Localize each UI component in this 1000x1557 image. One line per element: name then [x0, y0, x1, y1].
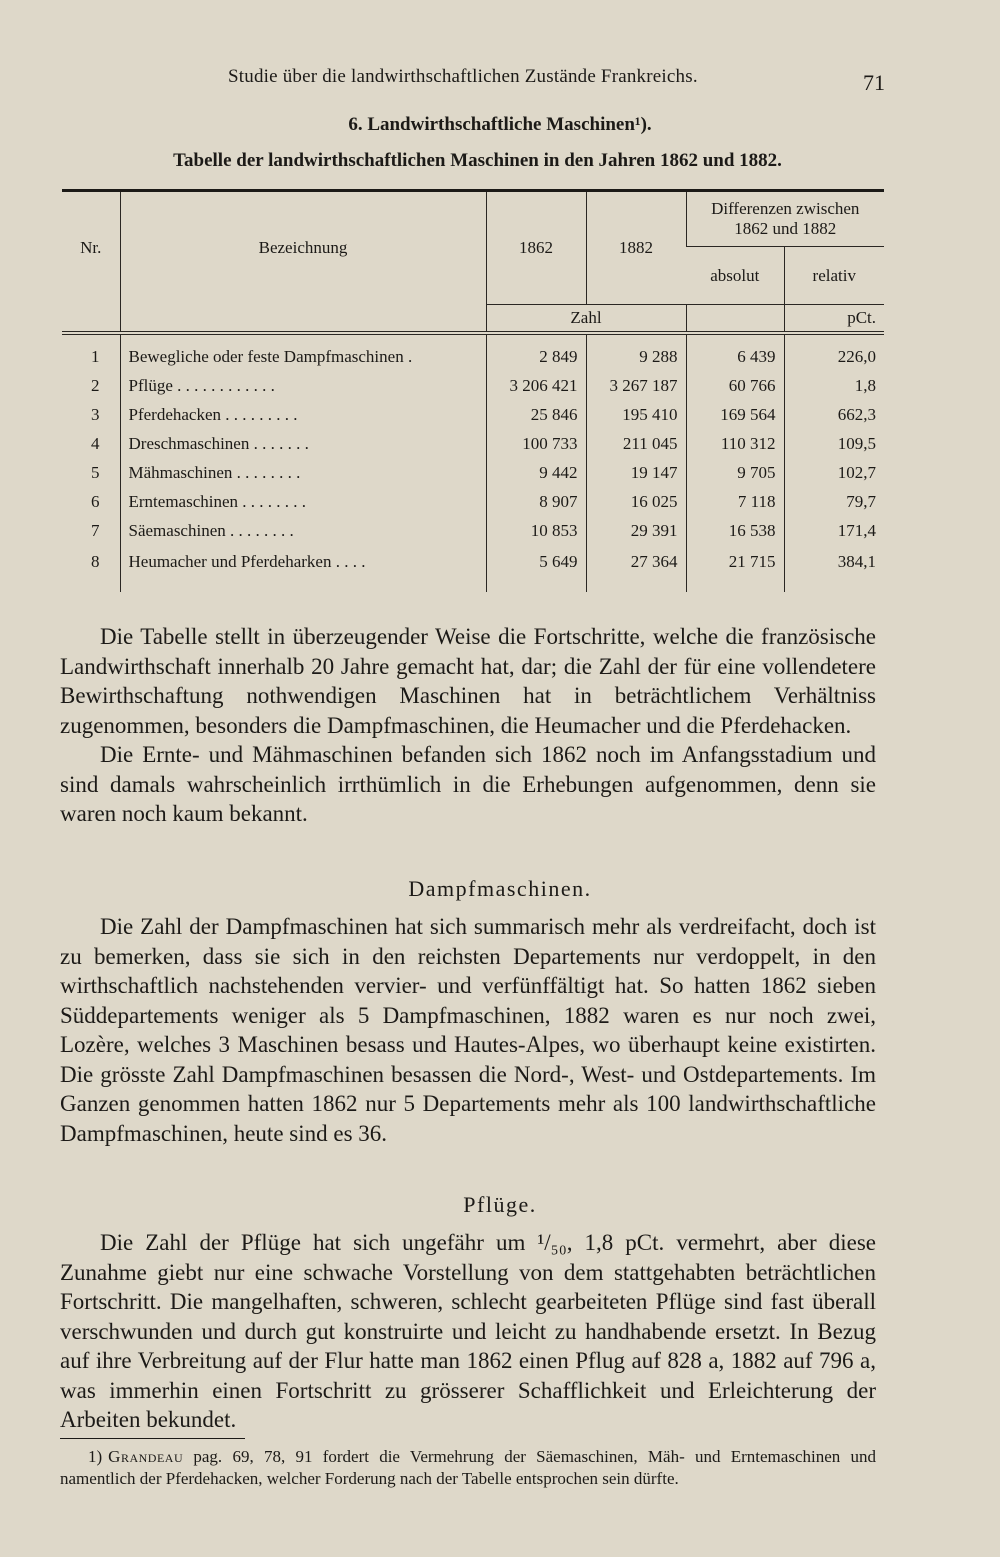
row-diff-relativ: 102,7 — [784, 459, 884, 488]
row-diff-absolut: 60 766 — [686, 372, 784, 401]
footnote-author: Grandeau — [108, 1447, 184, 1466]
row-diff-absolut: 9 705 — [686, 459, 784, 488]
row-bezeichnung: Mähmaschinen . . . . . . . . — [120, 459, 486, 488]
row-bezeichnung: Erntemaschinen . . . . . . . . — [120, 488, 486, 517]
row-diff-absolut: 110 312 — [686, 430, 784, 459]
row-value-1882: 27 364 — [586, 546, 686, 592]
row-diff-relativ: 171,4 — [784, 517, 884, 546]
row-bezeichnung: Pflüge . . . . . . . . . . . . — [120, 372, 486, 401]
row-value-1882: 29 391 — [586, 517, 686, 546]
row-diff-relativ: 226,0 — [784, 333, 884, 372]
header-1882: 1882 — [586, 191, 686, 305]
running-title: Studie über die landwirthschaftlichen Zustände Frankreichs. — [228, 66, 698, 87]
row-nr: 7 — [91, 521, 100, 540]
table-row — [62, 488, 884, 517]
table-row — [62, 546, 884, 592]
row-diff-absolut: 16 538 — [686, 517, 784, 546]
row-value-1862: 10 853 — [486, 517, 586, 546]
footnote-rule — [60, 1438, 245, 1439]
row-bezeichnung: Bewegliche oder feste Dampfmaschinen . — [120, 333, 486, 372]
footnote — [60, 1446, 876, 1490]
machines-table-container — [62, 189, 884, 601]
row-diff-absolut: 21 715 — [686, 546, 784, 592]
header-differenzen: Differenzen zwischen 1862 und 1882 — [686, 191, 884, 247]
header-relativ: relativ — [784, 247, 884, 305]
row-nr: 8 — [91, 551, 100, 571]
row-diff-relativ: 1,8 — [784, 372, 884, 401]
row-diff-relativ: 109,5 — [784, 430, 884, 459]
row-value-1862: 9 442 — [486, 459, 586, 488]
row-nr: 6 — [91, 492, 100, 511]
header-absolut: absolut — [686, 247, 784, 305]
page-number: 71 — [863, 70, 885, 95]
row-diff-relativ: 79,7 — [784, 488, 884, 517]
table-row — [62, 430, 884, 459]
row-value-1882: 19 147 — [586, 459, 686, 488]
row-value-1882: 3 267 187 — [586, 372, 686, 401]
row-bezeichnung: Heumacher und Pferdeharken . . . . — [120, 546, 486, 592]
row-value-1862: 100 733 — [486, 430, 586, 459]
row-nr: 4 — [91, 434, 100, 453]
row-nr: 2 — [91, 376, 100, 395]
row-bezeichnung: Säemaschinen . . . . . . . . — [120, 517, 486, 546]
table-row — [62, 459, 884, 488]
running-header — [0, 62, 1000, 95]
paragraph-pfluege: Die Zahl der Pflüge hat sich ungefähr um ¹/₅₀, 1,8 pCt. vermehrt, aber diese Zunahme giebt nur eine schwache Vorstellung von dem stattgehabten beträchtlichen Fortschritt. Die mangelhaften, schweren, schlecht gearbeiteten Pflüge sind fast überall verschwunden und durch gut konstruirte und leicht zu handhabende ersetzt. In Bezug auf ihre Verbreitung auf der Flur hatte man 1862 einen Pflug auf 828 a, 1882 auf 796 a, was immerhin einen Fortschritt zu grösserer Schafflichkeit und Erleichterung der Arbeiten bekundet. — [60, 1230, 876, 1432]
row-value-1862: 3 206 421 — [486, 372, 586, 401]
header-bezeichnung: Bezeichnung — [120, 191, 486, 305]
row-diff-relativ: 662,3 — [784, 401, 884, 430]
section-title: 6. Landwirthschaftliche Maschinen¹). — [348, 114, 652, 135]
row-diff-absolut: 6 439 — [686, 333, 784, 372]
header-pct: pCt. — [784, 305, 884, 333]
row-nr: 1 — [91, 347, 100, 366]
row-value-1862: 25 846 — [486, 401, 586, 430]
paragraph-dampfmaschinen: Die Zahl der Dampfmaschinen hat sich summarisch mehr als verdreifacht, doch ist zu bemerken, dass sie sich in den reichsten Departements nur verdoppelt, in den wirthschaftlich nachstehenden vervier- und verfünffältigt hat. So hatten 1862 sieben Süddepartements weniger als 5 Dampfmaschinen, 1882 waren es nur noch zwei, Lozère, welches 3 Maschinen besass und Hautes-Alpes, wo überhaupt keine existirten. Die grösste Zahl Dampfmaschinen besassen die Nord-, West- und Ostdepartements. Im Ganzen genommen hatten 1862 nur 5 Departements mehr als 100 landwirthschaftliche Dampfmaschinen, heute sind es 36. — [60, 914, 876, 1146]
row-bezeichnung: Dreschmaschinen . . . . . . . — [120, 430, 486, 459]
table-row — [62, 401, 884, 430]
header-nr: Nr. — [80, 238, 102, 258]
paragraph-ernte: Die Ernte- und Mähmaschinen befanden sich 1862 noch im Anfangsstadium und sind damals wahrscheinlich irrthümlich in die Erhebungen aufgenommen, denn sie waren noch kaum bekannt. — [60, 742, 876, 826]
footnote-mark: 1) — [88, 1447, 103, 1466]
table-row — [62, 333, 884, 372]
row-diff-relativ: 384,1 — [784, 546, 884, 592]
row-value-1862: 8 907 — [486, 488, 586, 517]
paragraph-tabelle: Die Tabelle stellt in überzeugender Weise die Fortschritte, welche die französische Landwirthschaft innerhalb 20 Jahre gemacht hat, dar; die Zahl der für eine vollendetere Bewirthschaftung nothwendigen Maschinen hat in beträchtlichem Verhältniss zugenommen, besonders die Dampfmaschinen, die Heumacher und die Pferdehacken. — [60, 624, 876, 738]
heading-dampfmaschinen: Dampfmaschinen. — [408, 876, 592, 901]
header-1862: 1862 — [486, 191, 586, 305]
row-bezeichnung: Pferdehacken . . . . . . . . . — [120, 401, 486, 430]
table-row — [62, 372, 884, 401]
row-value-1882: 195 410 — [586, 401, 686, 430]
paragraph-block-1 — [60, 622, 876, 829]
row-value-1882: 9 288 — [586, 333, 686, 372]
table-row — [62, 517, 884, 546]
footnote-text: pag. 69, 78, 91 fordert die Vermehrung der Säemaschinen, Mäh- und Erntemaschinen und namentlich der Pferdehacken, welcher Forderung nach der Tabelle entsprochen sein dürfte. — [60, 1447, 877, 1488]
table-body — [62, 333, 884, 592]
table-title: Tabelle der landwirthschaftlichen Maschinen in den Jahren 1862 und 1882. — [173, 150, 782, 171]
row-nr: 5 — [91, 463, 100, 482]
row-nr: 3 — [91, 405, 100, 424]
row-value-1882: 211 045 — [586, 430, 686, 459]
row-diff-absolut: 169 564 — [686, 401, 784, 430]
paragraph-block-2 — [60, 912, 876, 1148]
header-zahl: Zahl — [486, 305, 686, 333]
row-value-1862: 2 849 — [486, 333, 586, 372]
row-value-1862: 5 649 — [486, 546, 586, 592]
paragraph-block-3 — [60, 1228, 876, 1435]
machines-table — [62, 189, 884, 592]
heading-pfluege: Pflüge. — [463, 1192, 537, 1217]
row-value-1882: 16 025 — [586, 488, 686, 517]
row-diff-absolut: 7 118 — [686, 488, 784, 517]
